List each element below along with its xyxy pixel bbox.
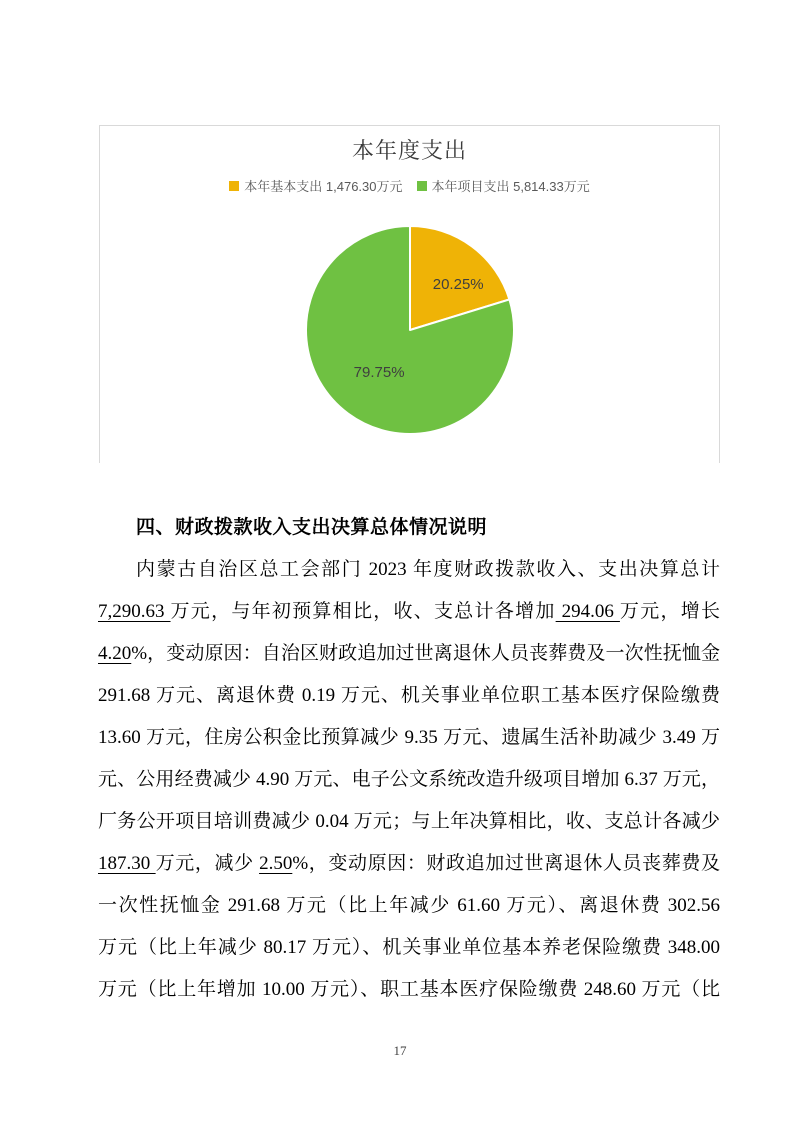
text-segment: 厂务公开项目培训费减少 0.04 万元；与上年决算相比，收、支总计各减少 bbox=[98, 811, 720, 832]
text-segment: %，变动原因：财政追加过世离退休人员丧葬费及 bbox=[292, 853, 720, 874]
chart-legend bbox=[100, 176, 719, 195]
text-segment: 内蒙古自治区总工会部门 2023 年度财政拨款收入、支出决算总计 bbox=[136, 559, 720, 580]
paragraph-line bbox=[98, 591, 720, 633]
text-segment: 万元，与年初预算相比，收、支总计各增加 bbox=[170, 601, 556, 622]
paragraph-line bbox=[98, 801, 720, 843]
paragraph-line bbox=[98, 759, 720, 801]
expenditure-chart-panel bbox=[99, 125, 720, 463]
text-segment: 一次性抚恤金 291.68 万元（比上年减少 61.60 万元）、离退休费 302.56 bbox=[98, 895, 720, 916]
paragraph-line bbox=[98, 717, 720, 759]
section-content bbox=[98, 507, 720, 1011]
text-segment: 13.60 万元，住房公积金比预算减少 9.35 万元、遗属生活补助减少 3.49 万 bbox=[98, 727, 720, 748]
paragraph-line bbox=[98, 843, 720, 885]
legend-label: 本年项目支出 5,814.33万元 bbox=[431, 179, 590, 194]
underlined-figure: 7,290.63 bbox=[98, 601, 171, 622]
text-segment: 万元（比上年减少 80.17 万元）、机关事业单位基本养老保险缴费 348.00 bbox=[98, 937, 720, 958]
legend-swatch-icon bbox=[229, 181, 239, 191]
paragraph-line bbox=[98, 675, 720, 717]
page-number: 17 bbox=[393, 1043, 407, 1058]
chart-title: 本年度支出 bbox=[351, 138, 467, 163]
text-segment: %，变动原因：自治区财政追加过世离退休人员丧葬费及一次性抚恤金 bbox=[131, 643, 720, 664]
underlined-figure: 2.50 bbox=[259, 853, 293, 874]
text-segment: 291.68 万元、离退休费 0.19 万元、机关事业单位职工基本医疗保险缴费 bbox=[98, 685, 720, 706]
pie-slice-percentage-label: 79.75% bbox=[353, 363, 405, 381]
paragraph bbox=[98, 549, 720, 1011]
pie-slice-percentage-label: 20.25% bbox=[432, 276, 484, 294]
underlined-figure: 4.20 bbox=[98, 643, 132, 664]
paragraph-line bbox=[98, 633, 720, 675]
text-segment: 万元，减少 bbox=[155, 853, 260, 874]
underlined-figure: 187.30 bbox=[98, 853, 156, 874]
paragraph-line bbox=[98, 969, 720, 1011]
section-heading: 四、财政拨款收入支出决算总体情况说明 bbox=[136, 517, 488, 538]
legend-label: 本年基本支出 1,476.30万元 bbox=[244, 179, 403, 194]
paragraph-line bbox=[98, 885, 720, 927]
underlined-figure: 294.06 bbox=[555, 601, 620, 622]
paragraph-line bbox=[98, 927, 720, 969]
legend-item-1 bbox=[417, 176, 590, 195]
text-segment: 万元，增长 bbox=[619, 601, 720, 622]
paragraph-line bbox=[98, 549, 720, 591]
legend-item-0 bbox=[229, 176, 402, 195]
text-segment: 万元（比上年增加 10.00 万元）、职工基本医疗保险缴费 248.60 万元（比 bbox=[98, 979, 720, 1000]
legend-swatch-icon bbox=[417, 181, 427, 191]
text-segment: 元、公用经费减少 4.90 万元、电子公文系统改造升级项目增加 6.37 万元， bbox=[98, 769, 720, 790]
